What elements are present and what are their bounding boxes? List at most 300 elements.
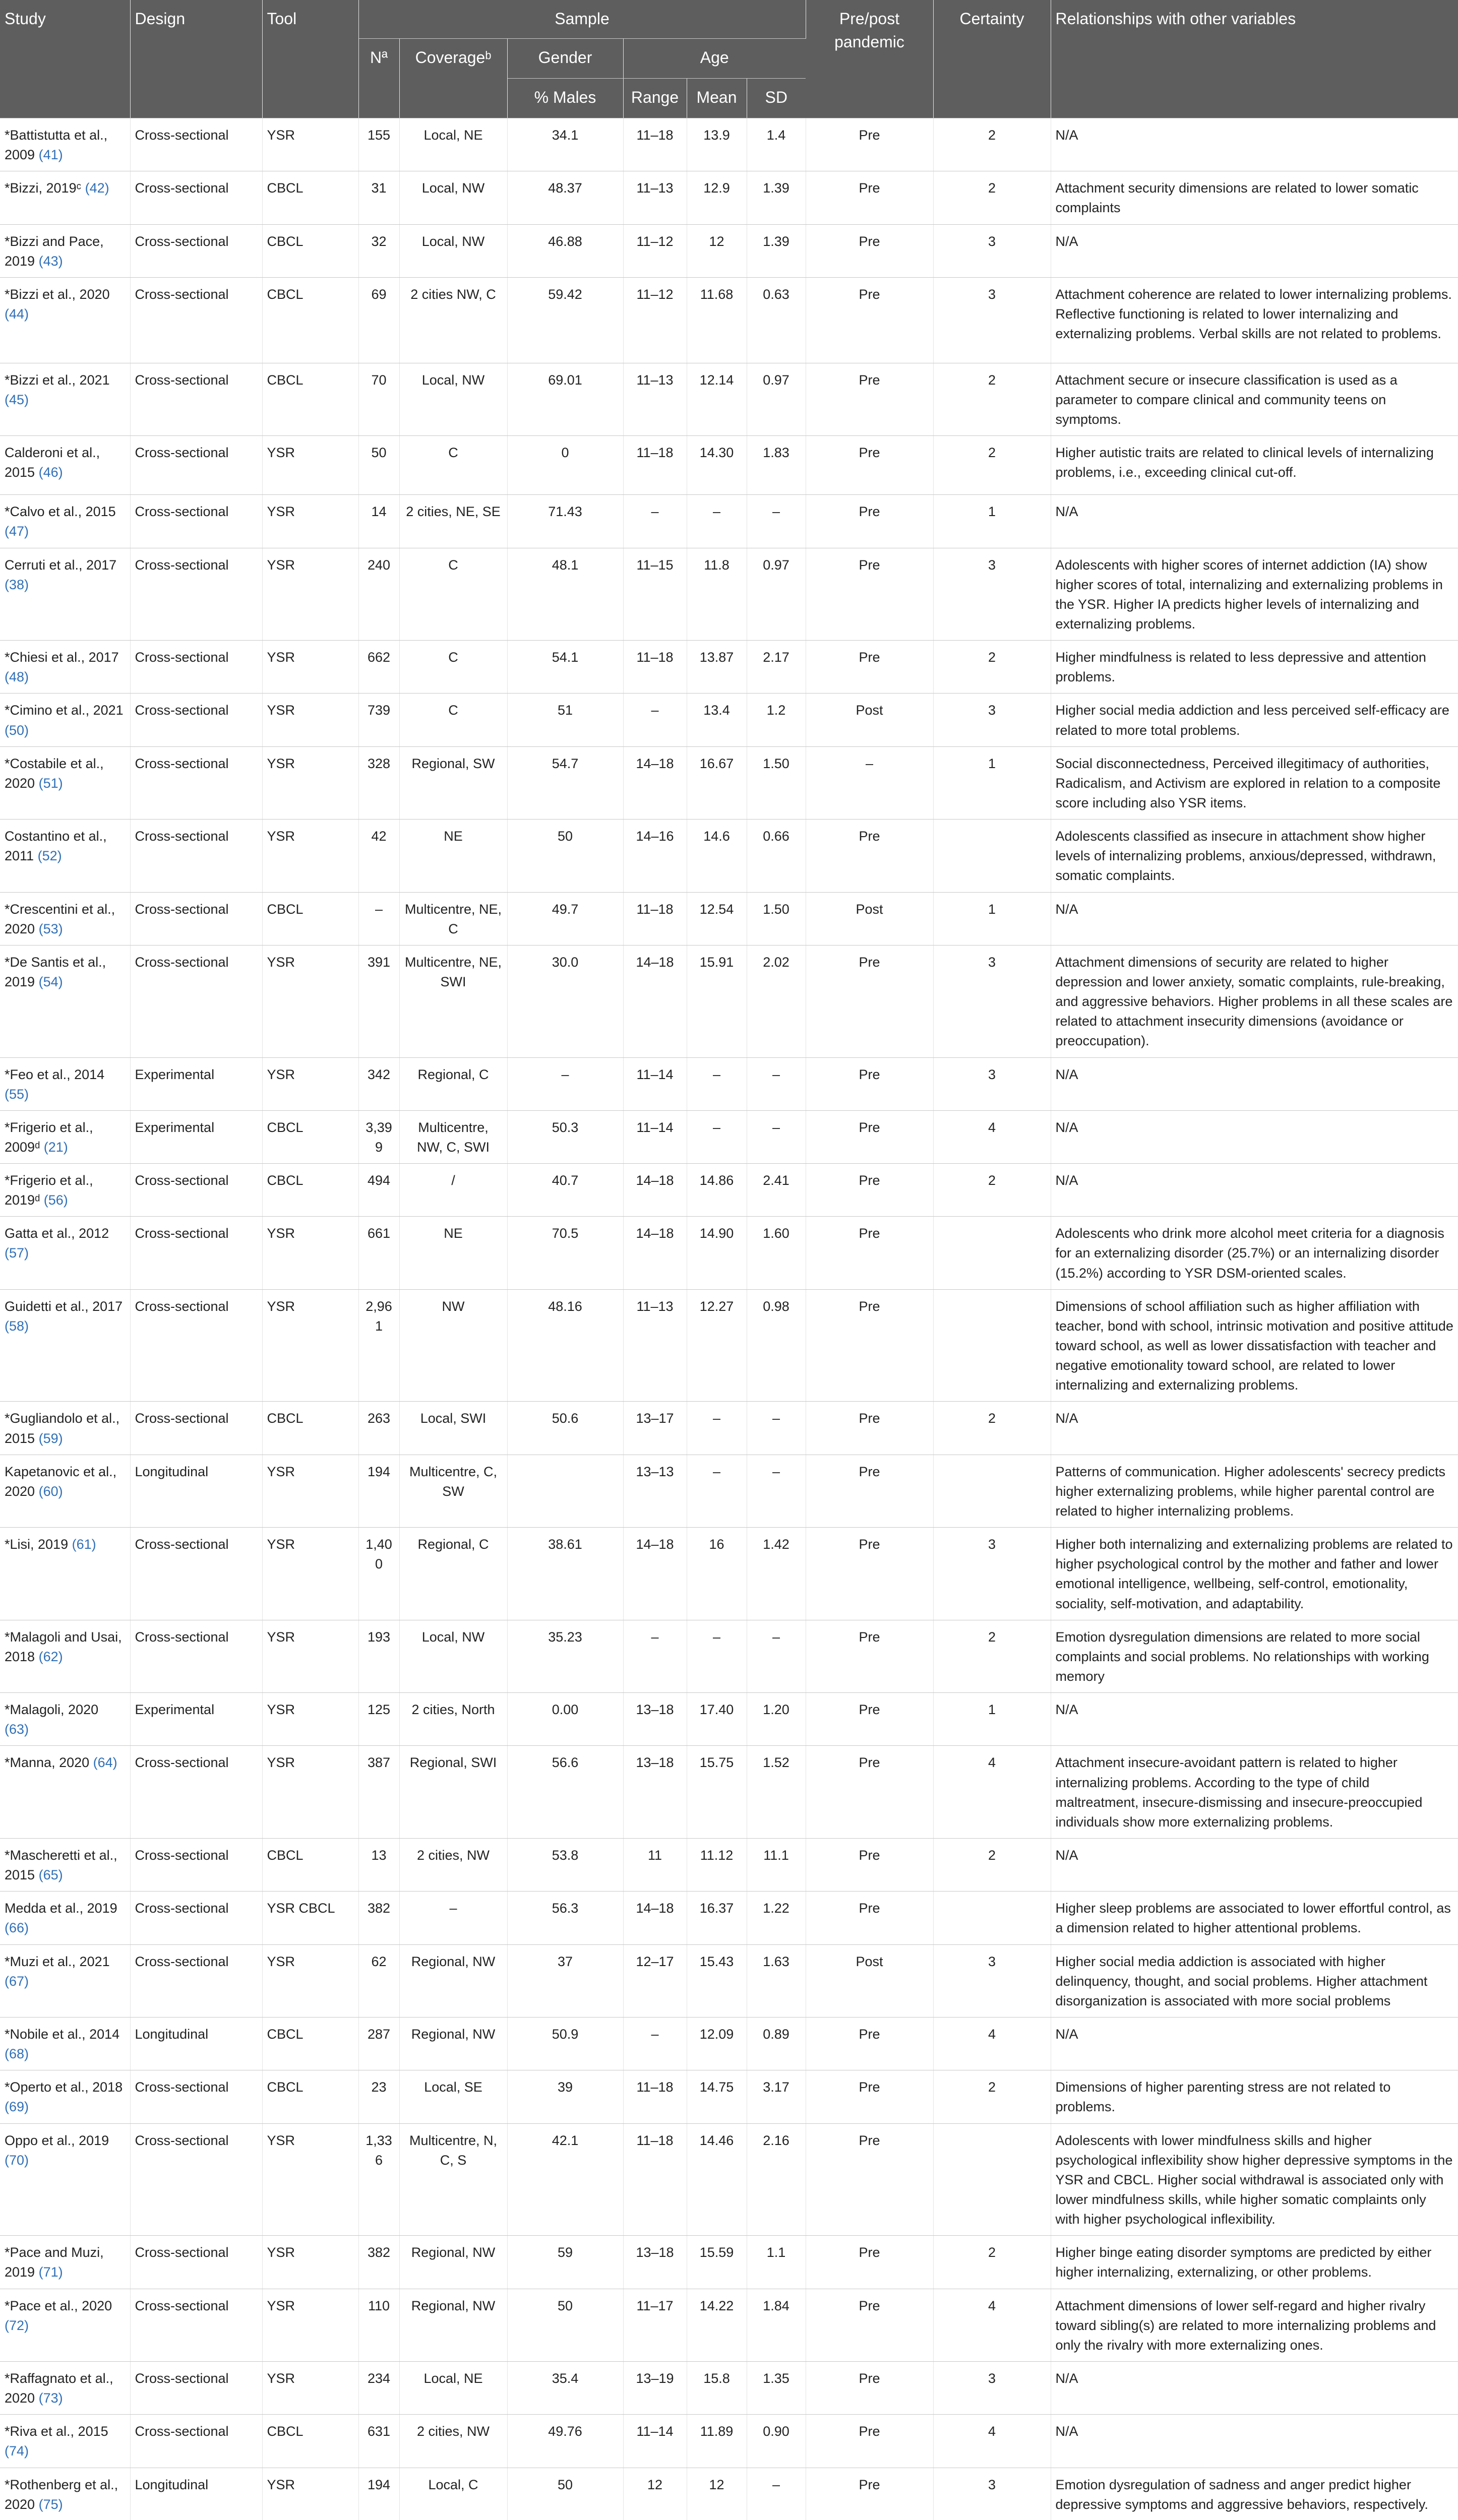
certainty-cell: 3 bbox=[933, 1528, 1051, 1620]
sd-cell: 0.89 bbox=[747, 2017, 806, 2070]
range-cell: 11 bbox=[623, 1839, 687, 1892]
reference-link[interactable]: (68) bbox=[5, 2046, 29, 2062]
reference-link[interactable]: (50) bbox=[5, 722, 29, 738]
range-cell: 11–18 bbox=[623, 436, 687, 495]
header-range: Range bbox=[623, 79, 687, 118]
mean-cell: – bbox=[687, 1110, 747, 1163]
study-name: *Muzi et al., 2021 bbox=[5, 1954, 110, 1969]
table-row bbox=[0, 2070, 1458, 2123]
mean-cell: 14.90 bbox=[687, 1217, 747, 1289]
sd-cell: 1.83 bbox=[747, 436, 806, 495]
table-row bbox=[0, 171, 1458, 224]
table-row bbox=[0, 2017, 1458, 2070]
sd-cell: 1.39 bbox=[747, 224, 806, 277]
study-cell bbox=[0, 2289, 130, 2361]
relationships-cell: Attachment dimensions of lower self-regard and higher rivalry toward sibling(s) are related to more internalizing problems and only the rivalry with more externalizing ones. bbox=[1051, 2289, 1458, 2361]
table-row bbox=[0, 892, 1458, 945]
sd-cell: 0.63 bbox=[747, 277, 806, 363]
study-name: *Chiesi et al., 2017 bbox=[5, 650, 119, 665]
study-cell bbox=[0, 1746, 130, 1839]
study-cell bbox=[0, 1057, 130, 1110]
range-cell: 11–12 bbox=[623, 224, 687, 277]
relationships-cell: Adolescents with lower mindfulness skills and higher psychological inflexibility show higher depressive symptoms in the YSR and CBCL. Higher social withdrawal is associated only with lower mindfulness skills, while higher somatic complaints only with higher psychological inflexibility. bbox=[1051, 2123, 1458, 2236]
n-cell: 23 bbox=[358, 2070, 399, 2123]
mean-cell: 12 bbox=[687, 2468, 747, 2520]
males-cell: 40.7 bbox=[507, 1164, 623, 1217]
study-cell bbox=[0, 224, 130, 277]
mean-cell: 14.6 bbox=[687, 820, 747, 892]
table-row bbox=[0, 277, 1458, 363]
range-cell: 11–18 bbox=[623, 118, 687, 171]
mean-cell: 16.37 bbox=[687, 1892, 747, 1944]
design-cell: Cross-sectional bbox=[130, 892, 262, 945]
prepost-cell: Pre bbox=[806, 2236, 933, 2289]
relationships-cell: Attachment dimensions of security are related to higher depression and lower anxiety, somatic complaints, rule-breaking, and aggressive behaviors. Higher problems in all these scales are related to attachment insecurity dimensions (avoidance or preoccupation). bbox=[1051, 945, 1458, 1057]
design-cell: Experimental bbox=[130, 1110, 262, 1163]
reference-link[interactable]: (43) bbox=[38, 253, 63, 269]
reference-link[interactable]: (21) bbox=[43, 1139, 68, 1155]
design-cell: Cross-sectional bbox=[130, 1839, 262, 1892]
design-cell: Cross-sectional bbox=[130, 548, 262, 641]
sd-cell: – bbox=[747, 1057, 806, 1110]
study-name: *Costabile et al., 2020 bbox=[5, 755, 104, 791]
males-cell: 35.4 bbox=[507, 2361, 623, 2414]
prepost-cell: Pre bbox=[806, 820, 933, 892]
males-cell: 48.1 bbox=[507, 548, 623, 641]
mean-cell: 15.8 bbox=[687, 2361, 747, 2414]
reference-link[interactable]: (51) bbox=[38, 775, 63, 791]
mean-cell: 15.75 bbox=[687, 1746, 747, 1839]
study-name: *Lisi, 2019 bbox=[5, 1537, 69, 1552]
males-cell: 53.8 bbox=[507, 1839, 623, 1892]
study-name: Gatta et al., 2012 bbox=[5, 1226, 109, 1241]
prepost-cell: Post bbox=[806, 892, 933, 945]
study-name: *Gugliandolo et al., 2015 bbox=[5, 1411, 120, 1446]
design-cell: Longitudinal bbox=[130, 2017, 262, 2070]
certainty-cell: 2 bbox=[933, 641, 1051, 694]
tool-cell: CBCL bbox=[262, 1164, 358, 1217]
n-cell: 14 bbox=[358, 495, 399, 548]
mean-cell: 15.91 bbox=[687, 945, 747, 1057]
design-cell: Cross-sectional bbox=[130, 2415, 262, 2468]
reference-link[interactable]: (67) bbox=[5, 1973, 29, 1989]
design-cell: Cross-sectional bbox=[130, 224, 262, 277]
reference-link[interactable]: (54) bbox=[38, 974, 63, 989]
study-cell bbox=[0, 1944, 130, 2017]
sd-cell: 1.20 bbox=[747, 1693, 806, 1746]
range-cell: 11–18 bbox=[623, 892, 687, 945]
table-row bbox=[0, 1944, 1458, 2017]
males-cell: 48.16 bbox=[507, 1289, 623, 1402]
n-cell: 125 bbox=[358, 1693, 399, 1746]
study-name: *Frigerio et al., 2019ᵈ bbox=[5, 1173, 93, 1208]
tool-cell: YSR bbox=[262, 746, 358, 819]
relationships-cell: Emotion dysregulation dimensions are related to more social complaints and social problems. No relationships with working memory bbox=[1051, 1620, 1458, 1692]
coverage-cell: 2 cities, NE, SE bbox=[399, 495, 507, 548]
coverage-cell: Regional, NW bbox=[399, 2017, 507, 2070]
prepost-cell: Pre bbox=[806, 2415, 933, 2468]
table-row bbox=[0, 118, 1458, 171]
study-cell bbox=[0, 2017, 130, 2070]
reference-link[interactable]: (57) bbox=[5, 1245, 29, 1261]
reference-link[interactable]: (73) bbox=[38, 2390, 63, 2406]
range-cell: 14–18 bbox=[623, 1892, 687, 1944]
tool-cell: CBCL bbox=[262, 2070, 358, 2123]
coverage-cell: C bbox=[399, 548, 507, 641]
table-row bbox=[0, 2468, 1458, 2520]
males-cell: 50 bbox=[507, 820, 623, 892]
reference-link[interactable]: (38) bbox=[5, 577, 29, 592]
relationships-cell: N/A bbox=[1051, 2415, 1458, 2468]
table-row bbox=[0, 1528, 1458, 1620]
range-cell: 13–13 bbox=[623, 1455, 687, 1527]
sd-cell: 2.17 bbox=[747, 641, 806, 694]
prepost-cell: Pre bbox=[806, 436, 933, 495]
study-name: *Crescentini et al., 2020 bbox=[5, 901, 115, 936]
study-cell bbox=[0, 1164, 130, 1217]
certainty-cell bbox=[933, 820, 1051, 892]
n-cell: 32 bbox=[358, 224, 399, 277]
range-cell: 11–12 bbox=[623, 277, 687, 363]
design-cell: Cross-sectional bbox=[130, 1620, 262, 1692]
males-cell: 42.1 bbox=[507, 2123, 623, 2236]
certainty-cell: 2 bbox=[933, 1839, 1051, 1892]
study-cell bbox=[0, 363, 130, 435]
tool-cell: CBCL bbox=[262, 1110, 358, 1163]
study-cell bbox=[0, 1289, 130, 1402]
study-name: *Malagoli, 2020 bbox=[5, 1702, 99, 1718]
relationships-cell: N/A bbox=[1051, 1110, 1458, 1163]
coverage-cell: 2 cities, NW bbox=[399, 2415, 507, 2468]
design-cell: Cross-sectional bbox=[130, 1402, 262, 1455]
study-cell bbox=[0, 548, 130, 641]
coverage-cell: Local, NE bbox=[399, 2361, 507, 2414]
sd-cell: 2.41 bbox=[747, 1164, 806, 1217]
design-cell: Cross-sectional bbox=[130, 1892, 262, 1944]
reference-link[interactable]: (75) bbox=[38, 2496, 63, 2512]
certainty-cell: 3 bbox=[933, 2361, 1051, 2414]
study-name: *Bizzi, 2019ᶜ bbox=[5, 180, 82, 196]
certainty-cell: 1 bbox=[933, 892, 1051, 945]
prepost-cell: Pre bbox=[806, 2017, 933, 2070]
sd-cell: – bbox=[747, 495, 806, 548]
coverage-cell: Local, NW bbox=[399, 224, 507, 277]
study-name: *Rothenberg et al., 2020 bbox=[5, 2477, 118, 2512]
reference-link[interactable]: (56) bbox=[43, 1192, 68, 1208]
reference-link[interactable]: (69) bbox=[5, 2099, 29, 2115]
sd-cell: 1.22 bbox=[747, 1892, 806, 1944]
study-cell bbox=[0, 1620, 130, 1692]
relationships-cell: N/A bbox=[1051, 1057, 1458, 1110]
mean-cell: – bbox=[687, 495, 747, 548]
coverage-cell: C bbox=[399, 641, 507, 694]
reference-link[interactable]: (71) bbox=[38, 2264, 63, 2280]
sd-cell: 1.42 bbox=[747, 1528, 806, 1620]
prepost-cell: Pre bbox=[806, 2289, 933, 2361]
study-cell bbox=[0, 2236, 130, 2289]
coverage-cell: Regional, SWI bbox=[399, 1746, 507, 1839]
design-cell: Cross-sectional bbox=[130, 363, 262, 435]
range-cell: 11–18 bbox=[623, 641, 687, 694]
study-name: *Pace and Muzi, 2019 bbox=[5, 2245, 104, 2280]
mean-cell: 15.59 bbox=[687, 2236, 747, 2289]
coverage-cell: Local, NW bbox=[399, 171, 507, 224]
prepost-cell: Pre bbox=[806, 118, 933, 171]
tool-cell: CBCL bbox=[262, 224, 358, 277]
reference-link[interactable]: (72) bbox=[5, 2317, 29, 2333]
reference-link[interactable]: (55) bbox=[5, 1086, 29, 1102]
n-cell: 1,336 bbox=[358, 2123, 399, 2236]
coverage-cell: Regional, C bbox=[399, 1057, 507, 1110]
certainty-cell bbox=[933, 1455, 1051, 1527]
sd-cell: 1.84 bbox=[747, 2289, 806, 2361]
n-cell: 50 bbox=[358, 436, 399, 495]
coverage-cell: Regional, SW bbox=[399, 746, 507, 819]
study-name: *De Santis et al., 2019 bbox=[5, 954, 106, 989]
certainty-cell: 4 bbox=[933, 1110, 1051, 1163]
reference-link[interactable]: (47) bbox=[5, 524, 29, 539]
relationships-cell: Attachment insecure-avoidant pattern is related to higher internalizing problems. According to the type of child maltreatment, insecure-dismissing and insecure-preoccupied individuals show more externalizing problems. bbox=[1051, 1746, 1458, 1839]
relationships-cell: N/A bbox=[1051, 1693, 1458, 1746]
n-cell: 287 bbox=[358, 2017, 399, 2070]
reference-link[interactable]: (61) bbox=[72, 1537, 96, 1552]
design-cell: Cross-sectional bbox=[130, 1528, 262, 1620]
range-cell: 11–13 bbox=[623, 171, 687, 224]
table-row bbox=[0, 224, 1458, 277]
study-cell bbox=[0, 436, 130, 495]
n-cell: 739 bbox=[358, 694, 399, 746]
study-cell bbox=[0, 1217, 130, 1289]
n-cell: 240 bbox=[358, 548, 399, 641]
header-gender: Gender bbox=[507, 39, 623, 79]
relationships-cell: Higher autistic traits are related to clinical levels of internalizing problems, i.e., exceeding clinical cut-off. bbox=[1051, 436, 1458, 495]
coverage-cell: C bbox=[399, 436, 507, 495]
mean-cell: 14.86 bbox=[687, 1164, 747, 1217]
range-cell: 11–13 bbox=[623, 1289, 687, 1402]
prepost-cell: Pre bbox=[806, 2123, 933, 2236]
certainty-cell: 3 bbox=[933, 277, 1051, 363]
study-cell bbox=[0, 1693, 130, 1746]
reference-link[interactable]: (42) bbox=[85, 180, 109, 196]
n-cell: 382 bbox=[358, 1892, 399, 1944]
n-cell: 328 bbox=[358, 746, 399, 819]
reference-link[interactable]: (63) bbox=[5, 1722, 29, 1737]
reference-link[interactable]: (44) bbox=[5, 306, 29, 322]
study-name: *Bizzi et al., 2020 bbox=[5, 286, 110, 302]
header-relationships: Relationships with other variables bbox=[1051, 0, 1458, 118]
reference-link[interactable]: (58) bbox=[5, 1318, 29, 1334]
tool-cell: YSR CBCL bbox=[262, 1892, 358, 1944]
reference-link[interactable]: (59) bbox=[38, 1430, 63, 1446]
range-cell: 13–18 bbox=[623, 1693, 687, 1746]
reference-link[interactable]: (74) bbox=[5, 2443, 29, 2459]
relationships-cell: Higher sleep problems are associated to lower effortful control, as a dimension related to higher attentional problems. bbox=[1051, 1892, 1458, 1944]
n-cell: 42 bbox=[358, 820, 399, 892]
study-cell bbox=[0, 2468, 130, 2520]
sd-cell: 1.2 bbox=[747, 694, 806, 746]
range-cell: 12 bbox=[623, 2468, 687, 2520]
certainty-cell: 3 bbox=[933, 694, 1051, 746]
range-cell: 11–13 bbox=[623, 363, 687, 435]
range-cell: – bbox=[623, 1620, 687, 1692]
table-body bbox=[0, 118, 1458, 2520]
header-sd: SD bbox=[747, 79, 806, 118]
table-row bbox=[0, 641, 1458, 694]
n-cell: 110 bbox=[358, 2289, 399, 2361]
relationships-cell: Higher social media addiction is associated with higher delinquency, thought, and social problems. Higher attachment disorganization is associated with more social problems bbox=[1051, 1944, 1458, 2017]
n-cell: 631 bbox=[358, 2415, 399, 2468]
n-cell: – bbox=[358, 892, 399, 945]
coverage-cell: Regional, NW bbox=[399, 2289, 507, 2361]
tool-cell: YSR bbox=[262, 1455, 358, 1527]
tool-cell: CBCL bbox=[262, 363, 358, 435]
reference-link[interactable]: (64) bbox=[93, 1755, 117, 1771]
relationships-cell: N/A bbox=[1051, 224, 1458, 277]
range-cell: – bbox=[623, 694, 687, 746]
mean-cell: 17.40 bbox=[687, 1693, 747, 1746]
prepost-cell: Post bbox=[806, 1944, 933, 2017]
reference-link[interactable]: (46) bbox=[38, 465, 63, 480]
males-cell: 59 bbox=[507, 2236, 623, 2289]
range-cell: 14–18 bbox=[623, 1528, 687, 1620]
study-name: *Frigerio et al., 2009ᵈ bbox=[5, 1119, 93, 1155]
study-name: *Manna, 2020 bbox=[5, 1755, 90, 1771]
prepost-cell: Pre bbox=[806, 2468, 933, 2520]
study-cell bbox=[0, 2361, 130, 2414]
study-cell bbox=[0, 820, 130, 892]
reference-link[interactable]: (41) bbox=[38, 147, 63, 163]
tool-cell: YSR bbox=[262, 2123, 358, 2236]
mean-cell: 12.54 bbox=[687, 892, 747, 945]
reference-link[interactable]: (48) bbox=[5, 669, 29, 685]
reference-link[interactable]: (45) bbox=[5, 392, 29, 407]
males-cell: 50 bbox=[507, 2289, 623, 2361]
certainty-cell: 2 bbox=[933, 2070, 1051, 2123]
table-row bbox=[0, 1620, 1458, 1692]
table-row bbox=[0, 1110, 1458, 1163]
relationships-cell: N/A bbox=[1051, 2361, 1458, 2414]
certainty-cell bbox=[933, 1289, 1051, 1402]
mean-cell: 11.68 bbox=[687, 277, 747, 363]
prepost-cell: Pre bbox=[806, 1693, 933, 1746]
coverage-cell: Local, NW bbox=[399, 363, 507, 435]
study-name: *Bizzi and Pace, 2019 bbox=[5, 233, 104, 269]
study-name: *Riva et al., 2015 bbox=[5, 2424, 108, 2439]
prepost-cell: Pre bbox=[806, 2070, 933, 2123]
certainty-cell: 3 bbox=[933, 1057, 1051, 1110]
certainty-cell: 2 bbox=[933, 1402, 1051, 1455]
tool-cell: YSR bbox=[262, 436, 358, 495]
relationships-cell: N/A bbox=[1051, 1839, 1458, 1892]
males-cell: 50.9 bbox=[507, 2017, 623, 2070]
certainty-cell: 2 bbox=[933, 118, 1051, 171]
mean-cell: 11.8 bbox=[687, 548, 747, 641]
sd-cell: 0.66 bbox=[747, 820, 806, 892]
prepost-cell: – bbox=[806, 746, 933, 819]
reference-link[interactable]: (70) bbox=[5, 2152, 29, 2168]
design-cell: Cross-sectional bbox=[130, 1164, 262, 1217]
range-cell: 14–18 bbox=[623, 1164, 687, 1217]
n-cell: 194 bbox=[358, 1455, 399, 1527]
range-cell: 11–14 bbox=[623, 1110, 687, 1163]
table-row bbox=[0, 820, 1458, 892]
relationships-cell: Attachment secure or insecure classification is used as a parameter to compare clinical and community teens on symptoms. bbox=[1051, 363, 1458, 435]
tool-cell: CBCL bbox=[262, 892, 358, 945]
study-name: *Raffagnato et al., 2020 bbox=[5, 2370, 113, 2406]
mean-cell: 14.46 bbox=[687, 2123, 747, 2236]
table-row bbox=[0, 436, 1458, 495]
design-cell: Cross-sectional bbox=[130, 2070, 262, 2123]
coverage-cell: Local, C bbox=[399, 2468, 507, 2520]
mean-cell: 16.67 bbox=[687, 746, 747, 819]
range-cell: 11–14 bbox=[623, 1057, 687, 1110]
mean-cell: – bbox=[687, 1057, 747, 1110]
n-cell: 662 bbox=[358, 641, 399, 694]
design-cell: Cross-sectional bbox=[130, 495, 262, 548]
reference-link[interactable]: (65) bbox=[38, 1867, 63, 1883]
design-cell: Cross-sectional bbox=[130, 2236, 262, 2289]
n-cell: 387 bbox=[358, 1746, 399, 1839]
certainty-cell: 4 bbox=[933, 2415, 1051, 2468]
certainty-cell: 3 bbox=[933, 224, 1051, 277]
n-cell: 70 bbox=[358, 363, 399, 435]
coverage-cell: 2 cities, North bbox=[399, 1693, 507, 1746]
reference-link[interactable]: (53) bbox=[38, 921, 63, 936]
study-name: *Nobile et al., 2014 bbox=[5, 2026, 120, 2042]
prepost-cell: Pre bbox=[806, 945, 933, 1057]
design-cell: Cross-sectional bbox=[130, 1746, 262, 1839]
males-cell: 39 bbox=[507, 2070, 623, 2123]
sd-cell: – bbox=[747, 1620, 806, 1692]
relationships-cell: Social disconnectedness, Perceived illegitimacy of authorities, Radicalism, and Activism are explored in relation to a composite score including also YSR items. bbox=[1051, 746, 1458, 819]
table-row bbox=[0, 945, 1458, 1057]
mean-cell: 13.4 bbox=[687, 694, 747, 746]
table-row bbox=[0, 1217, 1458, 1289]
certainty-cell: 3 bbox=[933, 2468, 1051, 2520]
design-cell: Cross-sectional bbox=[130, 641, 262, 694]
coverage-cell: Multicentre, N, C, S bbox=[399, 2123, 507, 2236]
study-name: Cerruti et al., 2017 bbox=[5, 557, 117, 573]
study-cell bbox=[0, 641, 130, 694]
reference-link[interactable]: (60) bbox=[38, 1483, 63, 1499]
certainty-cell: 4 bbox=[933, 2289, 1051, 2361]
design-cell: Experimental bbox=[130, 1693, 262, 1746]
tool-cell: YSR bbox=[262, 1217, 358, 1289]
sd-cell: 1.52 bbox=[747, 1746, 806, 1839]
prepost-cell: Pre bbox=[806, 1110, 933, 1163]
coverage-cell: 2 cities, NW bbox=[399, 1839, 507, 1892]
n-cell: 494 bbox=[358, 1164, 399, 1217]
reference-link[interactable]: (62) bbox=[38, 1649, 63, 1664]
design-cell: Cross-sectional bbox=[130, 2123, 262, 2236]
table-row bbox=[0, 363, 1458, 435]
tool-cell: YSR bbox=[262, 1693, 358, 1746]
tool-cell: YSR bbox=[262, 1057, 358, 1110]
design-cell: Cross-sectional bbox=[130, 171, 262, 224]
prepost-cell: Post bbox=[806, 694, 933, 746]
mean-cell: 12.9 bbox=[687, 171, 747, 224]
certainty-cell: 2 bbox=[933, 2236, 1051, 2289]
tool-cell: CBCL bbox=[262, 2415, 358, 2468]
n-cell: 3,399 bbox=[358, 1110, 399, 1163]
reference-link[interactable]: (66) bbox=[5, 1920, 29, 1936]
n-cell: 2,961 bbox=[358, 1289, 399, 1402]
design-cell: Cross-sectional bbox=[130, 820, 262, 892]
study-cell bbox=[0, 746, 130, 819]
reference-link[interactable]: (52) bbox=[37, 848, 62, 864]
design-cell: Cross-sectional bbox=[130, 436, 262, 495]
range-cell: 14–18 bbox=[623, 746, 687, 819]
